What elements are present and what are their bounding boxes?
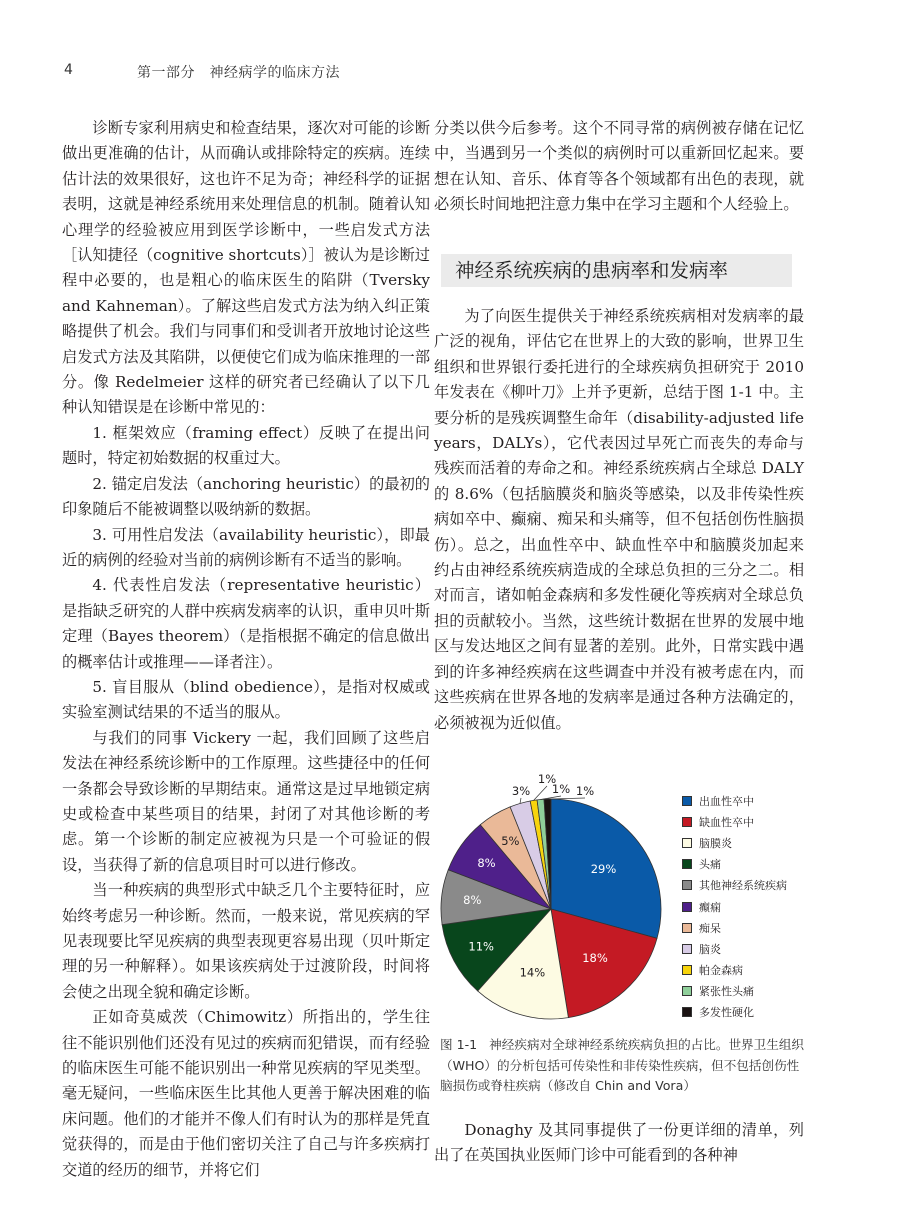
legend-item-1 — [682, 811, 787, 832]
paragraph: 为了向医生提供关于神经系统疾病相对发病率的最广泛的视角，评估它在世界上的大致的影响，世界卫生组织和世界银行委托进行的全球疾病负担研究于 2010 年发表在《柳叶刀》上并予更新，总结于图 1-1 中。主要分析的是残疾调整生命年（disability-adjusted life years，DALYs），它代表因过早死亡而丧失的寿命与残疾而活着的寿命之和。神经系统疾病占全球总 DALY 的 8.6%（包括脑膜炎和脑炎等感染，以及非传染性疾病如卒中、癫痫、痴呆和头痛等，但不包括创伤性脑损伤）。总之，出血性卒中、缺血性卒中和脑膜炎加起来约占由神经系统疾病造成的全球总负担的三分之二。相对而言，诸如帕金森病和多发性硬化等疾病对全球总负担的贡献较小。当然，这些统计数据在世界的发展中地区与发达地区之间有显著的差别。此外，日常实践中遇到的许多神经疾病在这些调查中并没有被考虑在内，而这些疾病在世界各地的发病率是通过各种方法确定的，必须被视为近似值。 — [434, 307, 804, 732]
legend-swatch — [682, 880, 692, 890]
paragraph: 与我们的同事 Vickery 一起，我们回顾了这些启发法在神经系统诊断中的工作原理。这些捷径中的任何一条都会导致诊断的早期结束。通常这是过早地锁定病史或检查中某些项目的结果，封闭了对其他诊断的考虑。第一个诊断的制定应被视为只是一个可验证的假设，当获得了新的信息项目时可以进行修改。 — [62, 728, 430, 874]
pie-label-4: 8% — [463, 893, 482, 908]
paragraph: 分类以供今后参考。这个不同寻常的病例被存储在记忆中，当遇到另一个类似的病例时可以重新回忆起来。要想在认知、音乐、体育等各个领域都有出色的表现，就必须长时间地把注意力集中在学习主题和个人经验上。 — [434, 119, 804, 214]
section-heading: 神经系统疾病的患病率和发病率 — [441, 254, 792, 287]
running-title: 第一部分 神经病学的临床方法 — [137, 65, 340, 81]
legend-item-10 — [682, 1002, 787, 1023]
page-header — [0, 62, 900, 86]
paragraph: 当一种疾病的典型形式中缺乏几个主要特征时，应始终考虑另一种诊断。然而，一般来说，常见疾病的罕见表现要比罕见疾病的典型表现更容易出现（贝叶斯定理的另一种解释）。如果该疾病处于过渡阶段，时间将会使之出现全貌和确定诊断。 — [62, 881, 430, 1001]
list-item: 1. 框架效应（framing effect）反映了在提出问题时，特定初始数据的权重过大。 — [62, 423, 430, 468]
pie-leader-line-7 — [520, 798, 521, 803]
figure-caption-text: 神经疾病对全球神经系统疾病负担的占比。世界卫生组织（WHO）的分析包括可传染性和非传染性疾病，但不包括创伤性脑损伤或脊柱疾病（修改自 Chin and Vora） — [440, 1037, 805, 1093]
paragraph: 诊断专家利用病史和检查结果，逐次对可能的诊断做出更准确的估计，从而确认或排除特定的疾病。连续估计法的效果很好，这也许不足为奇；神经科学的证据表明，这就是神经系统用来处理信息的机制。随着认知心理学的经验被应用到医学诊断中，一些启发式方法［认知捷径（cognitive shortcuts）］被认为是诊断过程中必要的，也是粗心的临床医生的陷阱（Tversky and Kahneman）。了解这些启发式方法为纳入纠正策略提供了机会。我们与同事们和受训者开放地讨论这些启发式方法及其陷阱，以便使它们成为临床推理的一部分。像 Redelmeier 这样的研究者已经确认了以下几种认知错误是在诊断中常见的： — [62, 119, 430, 417]
figure-caption — [440, 1035, 810, 1097]
list-item: 2. 锚定启发法（anchoring heuristic）的最初的印象随后不能被调整以吸纳新的数据。 — [62, 474, 430, 519]
legend-item-5 — [682, 896, 787, 917]
paragraph: 正如奇莫威茨（Chimowitz）所指出的，学生往往不能识别他们还没有见过的疾病而犯错误，而有经验的临床医生可能不能识别出一种常见疾病的罕见类型。毫无疑问，一些临床医生比其他人更善于解决困难的临床问题。他们的才能并不像人们有时认为的那样是凭直觉获得的，而是由于他们密切关注了自己与许多疾病打交道的经历的细节，并将它们 — [62, 1008, 430, 1179]
pie-label-5: 8% — [477, 856, 496, 871]
pie-label-10: 1% — [575, 784, 595, 798]
legend-label: 痴呆 — [699, 921, 721, 935]
pie-chart — [434, 760, 684, 1030]
pie-label-2: 14% — [519, 965, 546, 980]
chart-legend — [682, 790, 787, 1023]
page-number: 4 — [64, 62, 73, 78]
legend-swatch — [682, 817, 692, 827]
pie-leader-line-8 — [534, 786, 547, 800]
legend-label: 头痛 — [699, 858, 721, 872]
legend-item-0 — [682, 790, 787, 811]
legend-swatch — [682, 923, 692, 933]
pie-label-3: 11% — [468, 939, 494, 954]
legend-item-6 — [682, 917, 787, 938]
right-column-continuation — [434, 116, 804, 218]
left-column — [62, 116, 430, 1183]
list-item: 4. 代表性启发法（representative heuristic）是指缺乏研究的人群中疾病发病率的认识，重申贝叶斯定理（Bayes theorem）（是指根据不确定的信息做出的概率估计或推理——译者注）。 — [62, 576, 430, 671]
list-item: 5. 盲目服从（blind obedience），是指对权威或实验室测试结果的不适当的服从。 — [62, 677, 430, 722]
legend-label: 紧张性头痛 — [699, 985, 754, 999]
legend-label: 出血性卒中 — [699, 794, 754, 808]
legend-swatch — [682, 859, 692, 869]
legend-label: 缺血性卒中 — [699, 815, 754, 829]
legend-item-9 — [682, 981, 787, 1002]
legend-label: 脑炎 — [699, 942, 721, 956]
legend-item-7 — [682, 938, 787, 959]
legend-label: 脑膜炎 — [699, 836, 732, 850]
legend-label: 其他神经系统疾病 — [699, 879, 787, 893]
section-body — [434, 304, 804, 736]
legend-swatch — [682, 796, 692, 806]
legend-swatch — [682, 1007, 692, 1017]
pie-leader-line-10 — [548, 798, 585, 799]
legend-item-2 — [682, 832, 787, 853]
legend-swatch — [682, 944, 692, 954]
legend-swatch — [682, 965, 692, 975]
legend-label: 多发性硬化 — [699, 1006, 754, 1020]
pie-label-7: 3% — [511, 784, 531, 798]
legend-item-3 — [682, 854, 787, 875]
legend-label: 帕金森病 — [699, 964, 743, 978]
list-item: 3. 可用性启发法（availability heuristic），即最近的病例的经验对当前的病例诊断有不适当的影响。 — [62, 525, 430, 569]
legend-label: 癫痫 — [699, 900, 721, 914]
pie-label-0: 29% — [590, 862, 617, 877]
legend-item-4 — [682, 875, 787, 896]
figure-label: 图 1-1 — [440, 1037, 478, 1052]
pie-label-1: 18% — [582, 951, 608, 966]
legend-swatch — [682, 986, 692, 996]
final-paragraph-block — [434, 1118, 804, 1169]
figure-1-1 — [434, 760, 814, 1030]
paragraph: Donaghy 及其同事提供了一份更详细的清单，列出了在英国执业医师门诊中可能看到的各种神 — [434, 1121, 804, 1165]
pie-label-6: 5% — [501, 834, 520, 849]
legend-item-8 — [682, 960, 787, 981]
pie-label-8: 1% — [537, 772, 557, 786]
legend-swatch — [682, 902, 692, 912]
pie-label-9: 1% — [551, 782, 571, 796]
legend-swatch — [682, 838, 692, 848]
